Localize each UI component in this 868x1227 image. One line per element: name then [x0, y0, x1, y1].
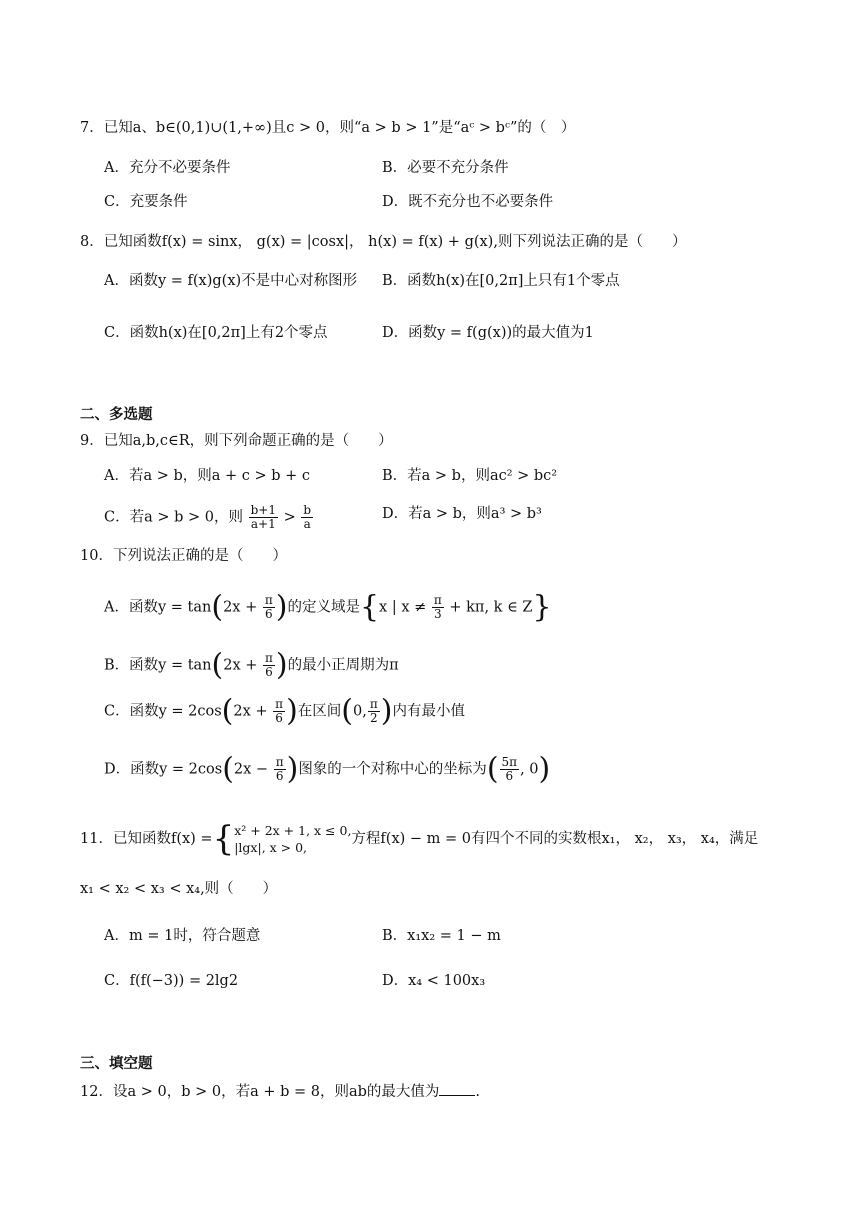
fraction-denominator: 6 — [264, 607, 273, 621]
left-paren: ( — [341, 693, 353, 729]
q8-stem: 8．已知函数f(x) = sinx， g(x) = |cosx|， h(x) = f(x) + g(x),则下列说法正确的是（ ） — [80, 234, 687, 250]
q8-option-d: D．函数y = f(g(x))的最大值为1 — [382, 325, 594, 341]
right-paren: ) — [380, 693, 393, 729]
fraction-numerator: π — [369, 697, 378, 711]
pi-over-six — [273, 698, 285, 725]
q10-c-prefix: C．函数y = 2cos — [104, 703, 222, 720]
q9-stem: 9．已知a,b,c∈R，则下列命题正确的是（ ） — [80, 433, 393, 449]
fraction-numerator: π — [264, 593, 273, 607]
q11-option-b: B．x₁x₂ = 1 − m — [382, 928, 501, 944]
right-paren: ) — [275, 589, 288, 625]
q10-option-d — [104, 751, 551, 787]
pi-over-six — [274, 756, 286, 783]
q12-stem — [80, 1081, 480, 1102]
fraction-numerator: 5π — [501, 755, 518, 769]
set-builder: x | x ≠ — [379, 599, 431, 616]
argument-text: 2x + — [233, 703, 273, 720]
fraction-denominator: 6 — [275, 769, 284, 783]
left-paren: ( — [222, 751, 234, 787]
q7-option-d: D．既不充分也不必要条件 — [382, 194, 554, 210]
q10-d-prefix: D．函数y = 2cos — [104, 761, 223, 778]
q11-stem-line2: x₁ < x₂ < x₃ < x₄,则（ ） — [80, 881, 278, 897]
q7-option-c: C．充要条件 — [104, 194, 188, 210]
right-paren: ) — [538, 751, 551, 787]
left-paren: ( — [211, 647, 224, 683]
pi-over-three — [432, 594, 444, 621]
q11-option-d: D．x₄ < 100x₃ — [382, 973, 486, 989]
q7-option-b: B．必要不充分条件 — [382, 160, 509, 176]
q9-option-c-fraction-left — [249, 504, 278, 531]
set-builder-tail: + kπ, k ∈ Z — [444, 599, 533, 616]
piecewise-cases — [234, 822, 351, 856]
q9-option-c — [104, 504, 314, 531]
five-pi-over-six — [500, 756, 520, 783]
q7-option-a: A．充分不必要条件 — [104, 160, 231, 176]
pi-over-six — [263, 652, 275, 679]
q10-b-suffix: 的最小正周期为π — [287, 657, 399, 674]
q11-option-a: A．m = 1时，符合题意 — [104, 928, 261, 944]
right-paren: ) — [286, 693, 298, 729]
q11-stem-prefix: 11．已知函数f(x) = — [80, 831, 213, 847]
fraction-denominator: 6 — [275, 711, 283, 725]
right-paren: ) — [286, 751, 299, 787]
fraction-denominator: 3 — [434, 607, 442, 621]
fraction-denominator: a — [303, 517, 311, 531]
piece-case-1: x² + 2x + 1, x ≤ 0, — [234, 823, 352, 838]
left-paren: ( — [211, 589, 224, 625]
right-brace: } — [532, 589, 552, 625]
greater-than-sign: > — [283, 509, 296, 526]
q10-c-middle: 在区间 — [297, 703, 342, 720]
q9-option-c-fraction-right — [301, 504, 313, 531]
q10-option-b — [104, 647, 399, 683]
left-paren: ( — [221, 693, 234, 729]
q11-stem-suffix: 方程f(x) − m = 0有四个不同的实数根x₁， x₂， x₃， x₄，满足 — [351, 831, 759, 847]
q11-stem — [80, 819, 759, 859]
q11-option-c: C．f(f(−3)) = 2lg2 — [104, 973, 239, 989]
q8-option-c: C．函数h(x)在[0,2π]上有2个零点 — [104, 325, 328, 341]
q10-d-middle: 图象的一个对称中心的坐标为 — [298, 761, 487, 778]
piecewise-brace: { — [212, 819, 235, 859]
q9-option-c-text: C．若a > b > 0，则 — [104, 509, 243, 526]
q10-option-c — [104, 693, 465, 729]
argument-text: 2x + — [223, 599, 262, 616]
fraction-denominator: 6 — [265, 665, 273, 679]
fraction-numerator: π — [275, 697, 284, 711]
q9-option-d: D．若a > b，则a³ > b³ — [382, 506, 542, 522]
q10-option-a — [104, 589, 552, 625]
left-paren: ( — [486, 751, 499, 787]
fraction-denominator: 2 — [369, 711, 378, 725]
right-paren: ) — [275, 647, 288, 683]
left-brace: { — [359, 589, 380, 625]
q10-c-suffix: 内有最小值 — [392, 703, 465, 720]
q10-a-prefix: A．函数y = tan — [104, 599, 212, 616]
q9-option-b: B．若a > b，则ac² > bc² — [382, 468, 558, 484]
fraction-numerator: π — [275, 755, 284, 769]
q8-option-b: B．函数h(x)在[0,2π]上只有1个零点 — [382, 273, 620, 289]
q7-stem: 7．已知a、b∈(0,1)∪(1,+∞)且c > 0，则“a > b > 1”是“aᶜ > bᶜ”的（ ） — [80, 120, 576, 136]
pi-over-two — [368, 698, 380, 725]
q10-b-prefix: B．函数y = tan — [104, 657, 212, 674]
q8-option-a: A．函数y = f(x)g(x)不是中心对称图形 — [104, 273, 358, 289]
section-fill-in-title: 三、填空题 — [80, 1056, 153, 1072]
fraction-denominator: a+1 — [250, 517, 276, 531]
fraction-numerator: b+1 — [250, 503, 276, 517]
fraction-numerator: b — [303, 503, 312, 517]
argument-text: 2x + — [223, 657, 263, 674]
section-multiple-choice-title: 二、多选题 — [80, 407, 153, 423]
piece-case-2: |lgx|, x > 0, — [234, 840, 308, 855]
pi-over-six — [263, 594, 275, 621]
q10-a-middle: 的定义域是 — [287, 599, 360, 616]
q12-period: . — [475, 1084, 480, 1100]
q9-option-a: A．若a > b，则a + c > b + c — [104, 468, 311, 484]
answer-blank[interactable] — [439, 1081, 475, 1096]
fraction-denominator: 6 — [505, 769, 514, 783]
q12-stem-text: 12．设a > 0，b > 0，若a + b = 8，则ab的最大值为 — [80, 1084, 440, 1100]
argument-text: 2x − — [233, 761, 273, 778]
fraction-numerator: π — [265, 651, 273, 665]
interval-start: 0, — [353, 703, 367, 720]
point-tail: , 0 — [520, 761, 539, 778]
q10-stem: 10．下列说法正确的是（ ） — [80, 548, 287, 564]
fraction-numerator: π — [433, 593, 442, 607]
